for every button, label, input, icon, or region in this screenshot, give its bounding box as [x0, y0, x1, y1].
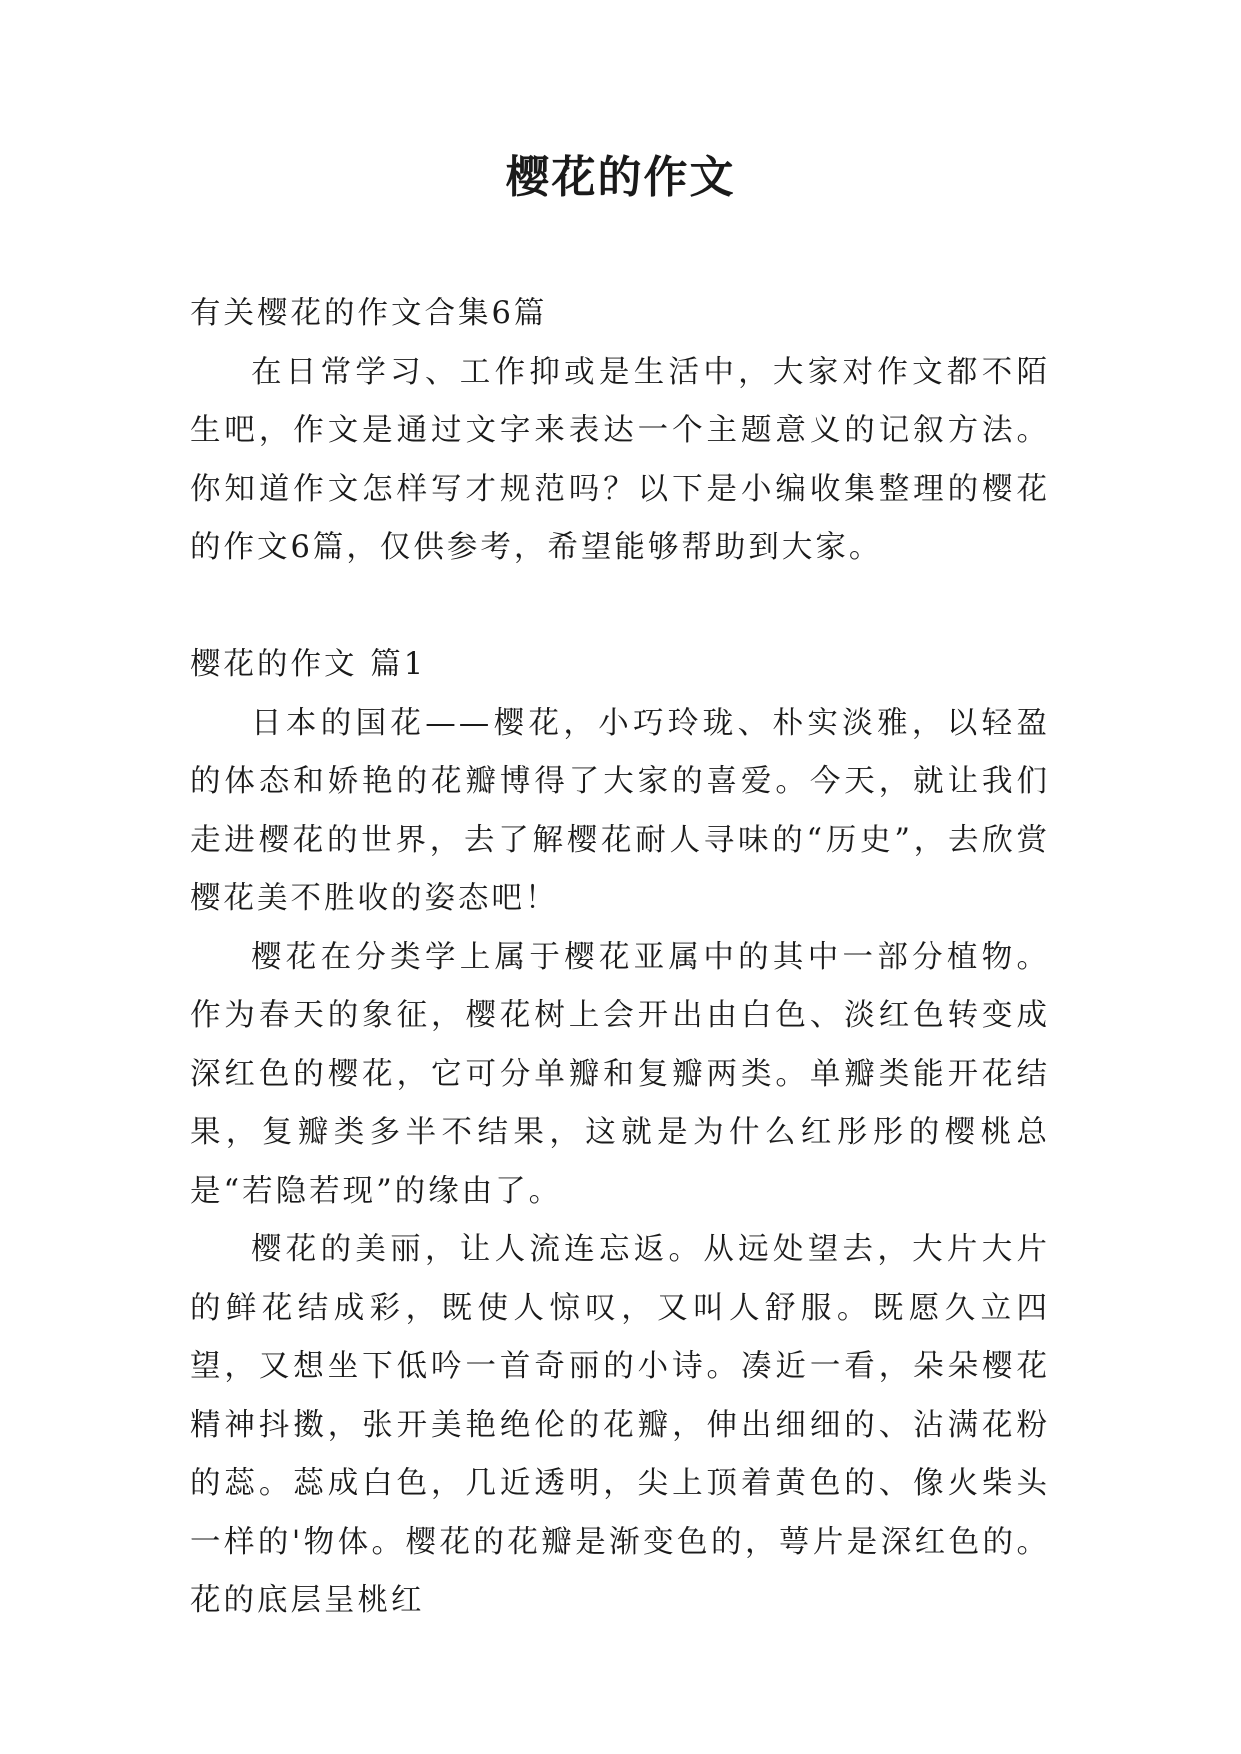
intro-paragraph: 在日常学习、工作抑或是生活中，大家对作文都不陌生吧，作文是通过文字来表达一个主题意义的记叙方法。你知道作文怎样写才规范吗？以下是小编收集整理的樱花的作文6篇，仅供参考，希望能够帮助到大家。 — [190, 354, 1050, 565]
body-paragraph-2: 樱花在分类学上属于樱花亚属中的其中一部分植物。作为春天的象征，樱花树上会开出由白色、淡红色转变成深红色的樱花，它可分单瓣和复瓣两类。单瓣类能开花结果，复瓣类多半不结果，这就是为什么红彤彤的樱桃总是“若隐若现”的缘由了。 — [190, 939, 1050, 1209]
document-title: 樱花的作文 — [505, 152, 736, 203]
body-paragraph-3: 樱花的美丽，让人流连忘返。从远处望去，大片大片的鲜花结成彩，既使人惊叹，又叫人舒服。既愿久立四望，又想坐下低吟一首奇丽的小诗。凑近一看，朵朵樱花精神抖擞，张开美艳绝伦的花瓣，伸出细细的、沾满花粉的蕊。蕊成白色，几近透明，尖上顶着黄色的、像火柴头一样的'物体。樱花的花瓣是渐变色的，萼片是深红色的。花的底层呈桃红 — [190, 1232, 1050, 1618]
section-heading: 樱花的作文 篇1 — [190, 647, 427, 682]
collection-heading: 有关樱花的作文合集6篇 — [190, 296, 548, 331]
section-spacer — [190, 578, 1050, 637]
document-body — [190, 285, 1050, 1631]
body-paragraph-1: 日本的国花——樱花，小巧玲珑、朴实淡雅，以轻盈的体态和娇艳的花瓣博得了大家的喜爱。今天，就让我们走进樱花的世界，去了解樱花耐人寻味的“历史”，去欣赏樱花美不胜收的姿态吧！ — [190, 705, 1050, 916]
